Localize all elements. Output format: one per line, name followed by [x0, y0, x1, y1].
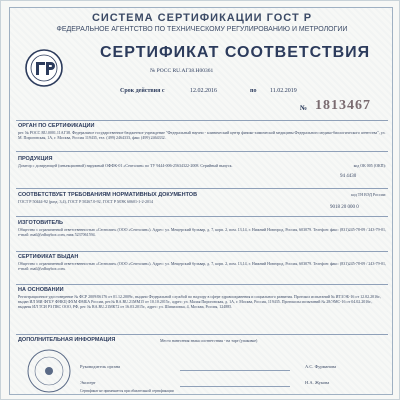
compliance-title: СООТВЕТСТВУЕТ ТРЕБОВАНИЯМ НОРМАТИВНЫХ ДОКУМЕНТОВ [18, 192, 198, 198]
organ-title: ОРГАН ПО СЕРТИФИКАЦИИ [18, 123, 95, 129]
reg-number-value: РОСС RU.АГ38.Н00361 [156, 68, 214, 74]
agency-title: ФЕДЕРАЛЬНОЕ АГЕНТСТВО ПО ТЕХНИЧЕСКОМУ РЕГУЛИРОВАНИЮ И МЕТРОЛОГИИ [56, 26, 348, 33]
expert-label: Эксперт [80, 380, 96, 385]
additional-text: Место нанесения знака соответствия - на таре (упаковке) [160, 338, 258, 343]
signature-line [180, 386, 290, 387]
okp-code-value: 94 4430 [340, 174, 357, 179]
additional-title: ДОПОЛНИТЕЛЬНАЯ ИНФОРМАЦИЯ [18, 337, 116, 343]
tnved-code-value: 9018 20 000 0 [330, 205, 359, 210]
basis-title: НА ОСНОВАНИИ [18, 287, 64, 293]
expert-name: Н.А. Жукова [305, 380, 330, 385]
date-from: 12.02.2016 [190, 88, 217, 94]
registration-number-label: № [150, 68, 157, 74]
certificate-title: СЕРТИФИКАТ СООТВЕТСТВИЯ [100, 44, 371, 61]
maker-text: Общество с ограниченной ответственностью «Септолин» (ООО «Септолин»). Адрес: ул. Мещерский бульвар, д. 7, корп. 2, пом. 13,14, г. Нижний Новгород, Россия, 603079. Телефон: факс: (831)245-78-09 / 243-79-01, e-mail: mail@zdbaybox.com, ниж 5237061594. [18, 227, 387, 238]
cert-issued-title: СЕРТИФИКАТ ВЫДАН [18, 254, 79, 260]
head-label: Руководитель органа [80, 364, 121, 369]
okp-code-label: код ОК 005 (ОКП): [353, 163, 386, 168]
stamp-seal-icon [26, 348, 72, 394]
signature-line [180, 370, 290, 371]
system-title: СИСТЕМА СЕРТИФИКАЦИИ ГОСТ Р [91, 12, 313, 24]
divider [16, 120, 388, 121]
date-to-label: по [250, 88, 257, 94]
divider [16, 251, 388, 252]
serial-number: 1813467 [315, 98, 371, 113]
tnved-code-label: код ТН ВЭД России: [351, 192, 386, 197]
compliance-text: ГОСТ Р 50444-92 (разд. 3,4), ГОСТ Р 50267.0-92, ГОСТ Р МЭК 60601-1-2-2014 [18, 199, 153, 204]
divider [16, 188, 388, 189]
head-name: А.С. Фурманова [305, 364, 337, 369]
term-label: Срок действия с [120, 88, 165, 94]
cert-issued-text: Общество с ограниченной ответственностью «Септолин» (ООО «Септолин»). Адрес: ул. Мещерский бульвар, д. 7, корп. 2, пом. 13,14, г. Нижний Новгород, Россия, 603079. Телефон: факс: (831)245-78-09 / 243-79-01, e-mail: mail@zdbaybox.com. [18, 261, 387, 272]
divider [16, 334, 388, 335]
certificate-frame [9, 7, 393, 395]
basis-text: Регистрационное удостоверение № ФСР 2009/06176 от 01.12.2009г., выдано Федеральной службой по надзору в сфере здравоохранения и социального развития. Протокол испытаний № ИТЗ/ЭБ-16 от 12.02.2016г., выдан ИЛ МИ ФГБУ ФНКЦ ФХМ ФМБА России, рег.№ RA.RU.21MM15 от 10.10.2015г., адрес: ул. Малая Пироговская, д. 1А, г. Москва, Россия, 119435. Протоколы испытаний № 28/ЭМС-16 от 04.02.2016г., выданы ИЛ ТСИ РЗ ПКС ООО, РФ, рег. № RA.RU.21МК72 от 16.03.2015г., адрес: ул. Шипиловка, 4, Москва, Россия, 124885. [18, 294, 382, 310]
registration-number [150, 68, 213, 74]
organ-text: рег. № РОСС RU.0001.11АГ38. Федеральное государственное бюджетное учреждение "Федеральный научно - клинический центр физико-химической медицины Федерального медико-биологического агентства", ул. М. Пироговская, 1А, г. Москва, Россия 119435, тел. (499) 2464333, факс (499) 2464332. [18, 130, 386, 141]
date-to: 11.02.2019 [270, 88, 297, 94]
maker-title: ИЗГОТОВИТЕЛЬ [18, 220, 63, 226]
seal-note: Сертификат не применяется при обязательной сертификации [80, 389, 174, 393]
gost-r-logo-icon [24, 48, 64, 88]
divider [16, 216, 388, 217]
product-title: ПРОДУКЦИЯ [18, 156, 53, 162]
divider [16, 284, 388, 285]
divider [16, 151, 388, 152]
product-text: Дозатор с дозирующей (инъекционной) наружный ОФФК-01 «Септолин» по ТУ 9444-006-25634322-2008. Серийный выпуск. [18, 163, 233, 168]
serial-no-label: № [300, 104, 308, 112]
